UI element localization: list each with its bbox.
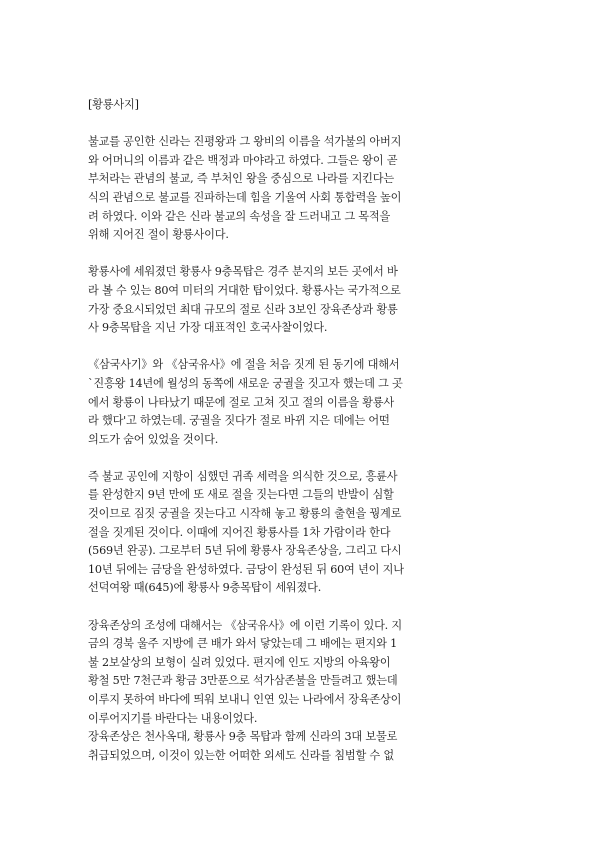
text-line: 이루지 못하여 바다에 띄워 보내니 인연 있는 나라에서 장육존상이 bbox=[88, 693, 402, 706]
text-line: 취급되었으며, 이것이 있는한 어떠한 외세도 신라를 침범할 수 없 bbox=[88, 748, 394, 762]
text-line: 황룡사에 세워졌던 황룡사 9층목탑은 경주 분지의 보든 곳에서 바 bbox=[88, 265, 398, 279]
text-line: 사 9층목탑을 지닌 가장 대표적인 호국사찰이었다. bbox=[88, 321, 328, 335]
text-line: 것이므로 짐짓 궁궐을 짓는다고 시작해 놓고 황룡의 출현을 꿩계로 bbox=[88, 507, 402, 521]
text-line: 라 했다'고 하였는데. 궁궐을 짓다가 절로 바뀌 지은 데에는 어떤 bbox=[88, 414, 390, 428]
text-line: `진흥왕 14년에 월성의 동쪽에 새로운 궁궐을 짓고자 했는데 그 곳 bbox=[88, 376, 403, 390]
paragraph bbox=[88, 133, 508, 245]
text-line: 의도가 숨어 있었을 것이다. bbox=[88, 432, 219, 446]
text-line: 를 완성한지 9년 만에 또 새로 절을 짓는다면 그들의 반발이 심할 bbox=[88, 488, 394, 502]
text-line: 에서 황룡이 나타났기 때문에 절로 고쳐 짓고 절의 이름을 황룡사 bbox=[88, 395, 394, 409]
document-page bbox=[88, 96, 508, 765]
text-line: 가장 중요시되었던 최대 규모의 절로 신라 3보인 장육존상과 황룡 bbox=[88, 302, 398, 316]
text-line: 절을 짓게된 것이다. 이때에 지어진 황룡사를 1차 가람이라 한다 bbox=[88, 525, 391, 539]
text-line: 황철 5만 7천근과 황금 3만푼으로 석가삼존불을 만들려고 했는데 bbox=[88, 674, 398, 688]
text-line: 불 2보살상의 보형이 실려 있었다. 편지에 인도 지방의 아육왕이 bbox=[88, 655, 391, 669]
paragraph-list bbox=[88, 133, 508, 765]
text-line: (569년 완공). 그로부터 5년 뒤에 황룡사 장육존상을, 그리고 다시 bbox=[88, 544, 402, 558]
text-line: 식의 관념으로 불교를 진파하는데 힘을 기울여 사회 통합력을 높이 bbox=[88, 190, 402, 204]
text-line: 와 어머니의 이름과 같은 백정과 마야라고 하였다. 그들은 왕이 곧 bbox=[88, 153, 398, 167]
text-line: 부처라는 관념의 불교, 즉 부처인 왕을 중심으로 나라를 지킨다는 bbox=[88, 172, 394, 186]
section-title: [황룡사지] bbox=[88, 98, 139, 111]
text-line: 장육존상은 천사옥대, 황룡사 9층 목탑과 함께 신라의 3대 보물로 bbox=[88, 730, 398, 744]
text-line: 즉 불교 공인에 지항이 심했던 귀족 세력을 의식한 것으로, 흥륜사 bbox=[88, 469, 398, 483]
text-line: 10년 뒤에는 금당을 완성하였다. 금당이 완성된 뒤 60여 년이 지나 bbox=[88, 562, 404, 576]
text-line: 《삼국사기》와 《삼국유사》에 절을 처음 짓게 된 동기에 대해서 bbox=[88, 358, 400, 372]
text-line: 이루어지기를 바란다는 내용이었다. bbox=[88, 711, 258, 725]
text-line: 위해 지어진 절이 황룡사이다. bbox=[88, 228, 229, 242]
text-line: 불교를 공인한 신라는 진평왕과 그 왕비의 이름을 석가불의 아버지 bbox=[88, 135, 402, 149]
text-line: 금의 경북 울주 지방에 큰 배가 와서 닿았는데 그 배에는 편지와 1 bbox=[88, 637, 398, 651]
text-line: 선덕여왕 때(645)에 황룡사 9층목탑이 세워졌다. bbox=[88, 581, 322, 595]
paragraph bbox=[88, 356, 508, 449]
paragraph bbox=[88, 263, 508, 337]
paragraph bbox=[88, 468, 508, 598]
text-line: 려 하였다. 이와 같은 신라 불교의 속성을 잘 드러내고 그 목적을 bbox=[88, 209, 391, 223]
text-line: 장육존상의 조성에 대해서는 《삼국유사》에 이런 기록이 있다. 지 bbox=[88, 618, 403, 632]
paragraph bbox=[88, 728, 508, 765]
text-line: 라 볼 수 있는 80여 미터의 거대한 탑이었다. 황룡사는 국가적으로 bbox=[88, 283, 401, 297]
paragraph bbox=[88, 617, 508, 729]
